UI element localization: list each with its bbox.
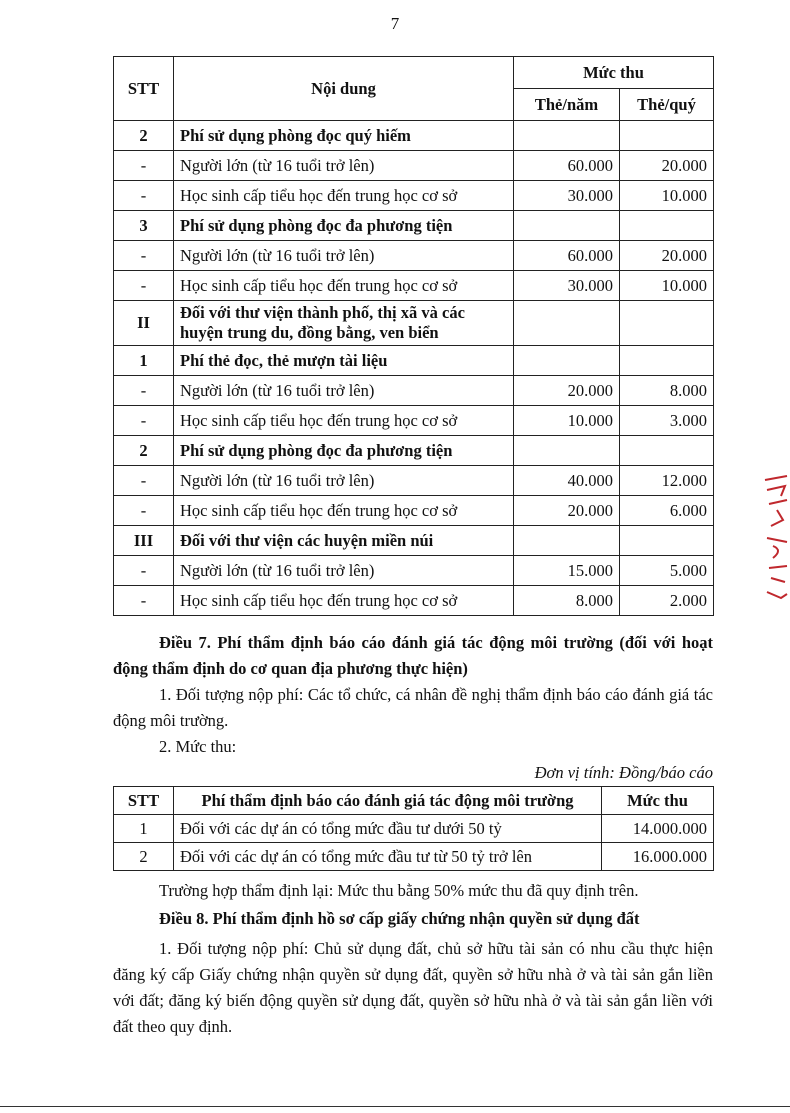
row-per-year xyxy=(514,121,620,151)
row-content: Người lớn (từ 16 tuổi trở lên) xyxy=(174,151,514,181)
row-per-quarter: 3.000 xyxy=(620,406,714,436)
header-per-quarter: Thẻ/quý xyxy=(620,89,714,121)
table-row xyxy=(114,151,714,181)
header-stt: STT xyxy=(114,57,174,121)
row-per-year xyxy=(514,211,620,241)
row-per-quarter: 5.000 xyxy=(620,556,714,586)
row-stt: 3 xyxy=(114,211,174,241)
row-per-year: 60.000 xyxy=(514,241,620,271)
row-content: Học sinh cấp tiểu học đến trung học cơ sở xyxy=(174,271,514,301)
table-row xyxy=(114,301,714,346)
row-stt: - xyxy=(114,241,174,271)
row-content: Học sinh cấp tiểu học đến trung học cơ sở xyxy=(174,406,514,436)
table-row xyxy=(114,496,714,526)
row-per-year xyxy=(514,436,620,466)
page-number: 7 xyxy=(390,14,400,33)
row-content: Phí sử dụng phòng đọc đa phương tiện xyxy=(174,436,514,466)
row-per-quarter xyxy=(620,301,714,346)
header-content: Phí thẩm định báo cáo đánh giá tác động môi trường xyxy=(174,787,602,815)
unit-label: Đơn vị tính: Đồng/báo cáo xyxy=(534,763,713,782)
row-stt: 1 xyxy=(114,815,174,843)
row-content: Đối với thư viện các huyện miền núi xyxy=(174,526,514,556)
row-per-quarter: 6.000 xyxy=(620,496,714,526)
table-row xyxy=(114,271,714,301)
row-stt: II xyxy=(114,301,174,346)
table-row xyxy=(114,121,714,151)
article7-heading: Điều 7. Phí thẩm định báo cáo đánh giá tác động môi trường (đối với hoạt động thẩm định do cơ quan địa phương thực hiện) xyxy=(113,633,713,678)
header-stt: STT xyxy=(114,787,174,815)
row-per-quarter: 12.000 xyxy=(620,466,714,496)
row-content: Người lớn (từ 16 tuổi trở lên) xyxy=(174,241,514,271)
header-rate: Mức thu xyxy=(514,57,714,89)
row-content: Phí thẻ đọc, thẻ mượn tài liệu xyxy=(174,346,514,376)
row-per-quarter: 20.000 xyxy=(620,241,714,271)
row-per-year xyxy=(514,301,620,346)
table-row xyxy=(114,346,714,376)
row-per-quarter xyxy=(620,121,714,151)
row-stt: 2 xyxy=(114,121,174,151)
table-row xyxy=(114,815,714,843)
row-content: Học sinh cấp tiểu học đến trung học cơ sở xyxy=(174,181,514,211)
row-per-year: 10.000 xyxy=(514,406,620,436)
article7-item1: 1. Đối tượng nộp phí: Các tổ chức, cá nhân đề nghị thẩm định báo cáo đánh giá tác động môi trường. xyxy=(113,685,713,730)
table-row xyxy=(114,211,714,241)
row-stt: - xyxy=(114,406,174,436)
table-row xyxy=(114,406,714,436)
row-stt: - xyxy=(114,376,174,406)
row-content: Người lớn (từ 16 tuổi trở lên) xyxy=(174,376,514,406)
row-per-quarter xyxy=(620,436,714,466)
row-content: Đối với các dự án có tổng mức đầu tư từ 50 tỷ trở lên xyxy=(174,843,602,871)
table-row xyxy=(114,556,714,586)
row-stt: - xyxy=(114,586,174,616)
row-content: Người lớn (từ 16 tuổi trở lên) xyxy=(174,556,514,586)
row-stt: III xyxy=(114,526,174,556)
row-per-quarter: 2.000 xyxy=(620,586,714,616)
table-row xyxy=(114,843,714,871)
row-stt: 2 xyxy=(114,436,174,466)
table-row xyxy=(114,181,714,211)
row-content: Đối với thư viện thành phố, thị xã và các huyện trung du, đồng bằng, ven biển xyxy=(174,301,514,346)
table-row xyxy=(114,241,714,271)
row-stt: - xyxy=(114,181,174,211)
row-stt: - xyxy=(114,496,174,526)
row-per-year: 40.000 xyxy=(514,466,620,496)
row-per-year xyxy=(514,346,620,376)
row-content: Đối với các dự án có tổng mức đầu tư dưới 50 tỷ xyxy=(174,815,602,843)
row-per-year: 20.000 xyxy=(514,496,620,526)
row-per-quarter: 8.000 xyxy=(620,376,714,406)
row-per-year: 30.000 xyxy=(514,271,620,301)
row-stt: - xyxy=(114,466,174,496)
row-stt: 1 xyxy=(114,346,174,376)
header-per-year: Thẻ/năm xyxy=(514,89,620,121)
row-stt: - xyxy=(114,556,174,586)
row-per-year: 15.000 xyxy=(514,556,620,586)
row-content: Học sinh cấp tiểu học đến trung học cơ sở xyxy=(174,496,514,526)
library-fee-table xyxy=(113,56,714,616)
table-header-row xyxy=(114,787,714,815)
table-row xyxy=(114,466,714,496)
eia-fee-table xyxy=(113,786,714,871)
table-row xyxy=(114,436,714,466)
row-per-quarter xyxy=(620,346,714,376)
row-content: Học sinh cấp tiểu học đến trung học cơ sở xyxy=(174,586,514,616)
reappraisal-note: Trường hợp thẩm định lại: Mức thu bằng 50% mức thu đã quy định trên. xyxy=(159,881,639,900)
table-row xyxy=(114,586,714,616)
table-header-row xyxy=(114,57,714,89)
row-content: Phí sử dụng phòng đọc đa phương tiện xyxy=(174,211,514,241)
row-rate: 14.000.000 xyxy=(602,815,714,843)
row-per-year xyxy=(514,526,620,556)
row-per-quarter xyxy=(620,211,714,241)
row-per-quarter: 20.000 xyxy=(620,151,714,181)
row-per-year: 20.000 xyxy=(514,376,620,406)
header-rate: Mức thu xyxy=(602,787,714,815)
row-per-year: 30.000 xyxy=(514,181,620,211)
row-rate: 16.000.000 xyxy=(602,843,714,871)
row-per-quarter: 10.000 xyxy=(620,181,714,211)
footer-rule xyxy=(0,1106,790,1107)
header-content: Nội dung xyxy=(174,57,514,121)
row-stt: - xyxy=(114,151,174,181)
fee-rows xyxy=(114,121,714,616)
row-per-year: 60.000 xyxy=(514,151,620,181)
table-row xyxy=(114,376,714,406)
row-stt: 2 xyxy=(114,843,174,871)
row-per-year: 8.000 xyxy=(514,586,620,616)
article8-heading: Điều 8. Phí thẩm định hồ sơ cấp giấy chứng nhận quyền sử dụng đất xyxy=(159,909,640,928)
row-per-quarter xyxy=(620,526,714,556)
article8-item1: 1. Đối tượng nộp phí: Chủ sử dụng đất, chủ sở hữu tài sản có nhu cầu thực hiện đăng ký cấp Giấy chứng nhận quyền sử dụng đất, quyền sở hữu nhà ở và tài sản gắn liền với đất; đăng ký biến động quyền sử dụng đất, quyền sở hữu nhà ở và tài sản gắn liền với đất theo quy định. xyxy=(113,939,713,1036)
row-content: Phí sử dụng phòng đọc quý hiếm xyxy=(174,121,514,151)
stamp-fragment xyxy=(757,470,790,610)
row-content: Người lớn (từ 16 tuổi trở lên) xyxy=(174,466,514,496)
row-stt: - xyxy=(114,271,174,301)
row-per-quarter: 10.000 xyxy=(620,271,714,301)
article7-item2: 2. Mức thu: xyxy=(159,737,237,756)
table-row xyxy=(114,526,714,556)
